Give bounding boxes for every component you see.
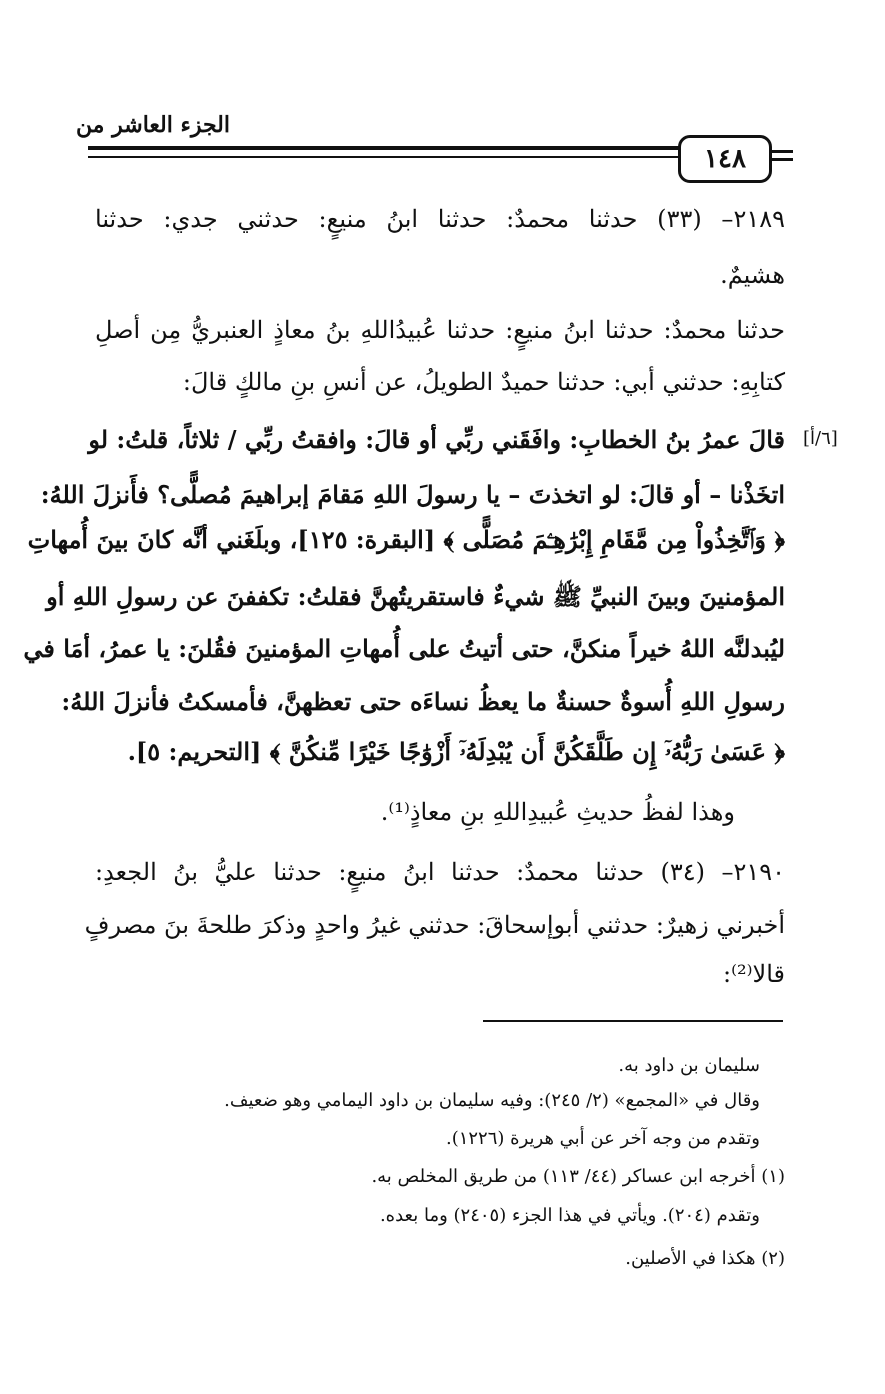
footnote-separator [483,1020,783,1022]
running-title: الجزء العاشر من [75,112,230,138]
footnote-line: وقال في «المجمع» (٢/ ٢٤٥): وفيه سليمان بن داود اليمامي وهو ضعيف. [224,1090,760,1111]
matn-line-2: اتخَذْنا – أو قالَ: لو اتخذتَ – يا رسولَ اللهِ مَقامَ إبراهيمَ مُصلًّى؟ فأَنزلَ اللهُ: [40,480,785,509]
hadith-2189-line-2: هشيمٌ. [720,261,785,289]
matn-line-3: ﴿ وَٱتَّخِذُواْ مِن مَّقَامِ إِبْرَٰهِـۧمَ مُصَلًّى ﴾ [البقرة: ١٢٥]، وبلَغَني أنَّه كانَ بينَ أُمهاتِ [27,525,785,554]
hadith-2190-line-1: ٢١٩٠– (٣٤) حدثنا محمدٌ: حدثنا ابنُ منيعٍ: حدثنا عليُّ بنُ الجعدِ: [95,858,786,886]
isnad-line-2: كتابِهِ: حدثني أبي: حدثنا حميدٌ الطويلُ، عن أنسِ بنِ مالكٍ قالَ: [182,368,785,396]
wording-note: وهذا لفظُ حديثِ عُبيدِاللهِ بنِ معاذٍ⁽¹⁾. [380,798,735,826]
footnote-1: (١) أخرجه ابن عساكر (٤٤/ ١١٣) من طريق المخلص به. [371,1166,785,1187]
hadith-2189-line-1: ٢١٨٩– (٣٣) حدثنا محمدٌ: حدثنا ابنُ منيعٍ: حدثني جدي: حدثنا [95,205,785,233]
footnote-line: سليمان بن داود به. [618,1055,760,1076]
footnote-line: وتقدم (٢٠٤). ويأتي في هذا الجزء (٢٤٠٥) وما بعده. [379,1205,760,1226]
matn-line-5: ليُبدلنَّه اللهُ خيراً منكنَّ، حتى أتيتُ على أُمهاتِ المؤمنينَ فقُلنَ: يا عمرُ، أمَا في [23,634,785,663]
page-number: ١٤٨ [678,135,772,183]
header-rule-thin [88,156,680,158]
matn-line-1: قالَ عمرُ بنُ الخطابِ: وافَقَني ربِّي أو قالَ: وافقتُ ربِّي / ثلاثاً، قلتُ: لو [88,425,785,454]
manuscript-folio-note: [٦/أ] [803,428,838,449]
isnad-line-1: حدثنا محمدٌ: حدثنا ابنُ منيعٍ: حدثنا عُبيدُاللهِ بنُ معاذٍ العنبريُّ مِن أصلِ [95,316,786,344]
matn-line-7: ﴿ عَسَىٰ رَبُّهُۥٓ إِن طَلَّقَكُنَّ أَن يُبْدِلَهُۥٓ أَزْوَٰجًا خَيْرًا مِّنكُنَّ ﴾ [التحريم: ٥]. [127,737,785,766]
header-rule [88,146,680,150]
matn-line-4: المؤمنينَ وبينَ النبيِّ ﷺ شيءٌ فاستقريتُهنَّ فقلتُ: تكففنَ عن رسولِ اللهِ أو [46,582,785,611]
matn-line-6: رسولِ اللهِ أُسوةٌ حسنةٌ ما يعظُ نساءَه حتى تعظهنَّ، فأمسكتُ فأنزلَ اللهُ: [61,687,785,716]
page-header [0,0,885,200]
hadith-2190-line-2: أخبرني زهيرٌ: حدثني أبوإسحاقَ: حدثني غيرُ واحدٍ وذكرَ طلحةَ بنَ مصرفٍ [84,911,785,939]
hadith-2190-line-3: قالا⁽²⁾: [723,960,785,988]
footnote-2: (٢) هكذا في الأصلين. [625,1248,785,1269]
footnote-line: وتقدم من وجه آخر عن أبي هريرة (١٢٢٦). [445,1128,760,1149]
